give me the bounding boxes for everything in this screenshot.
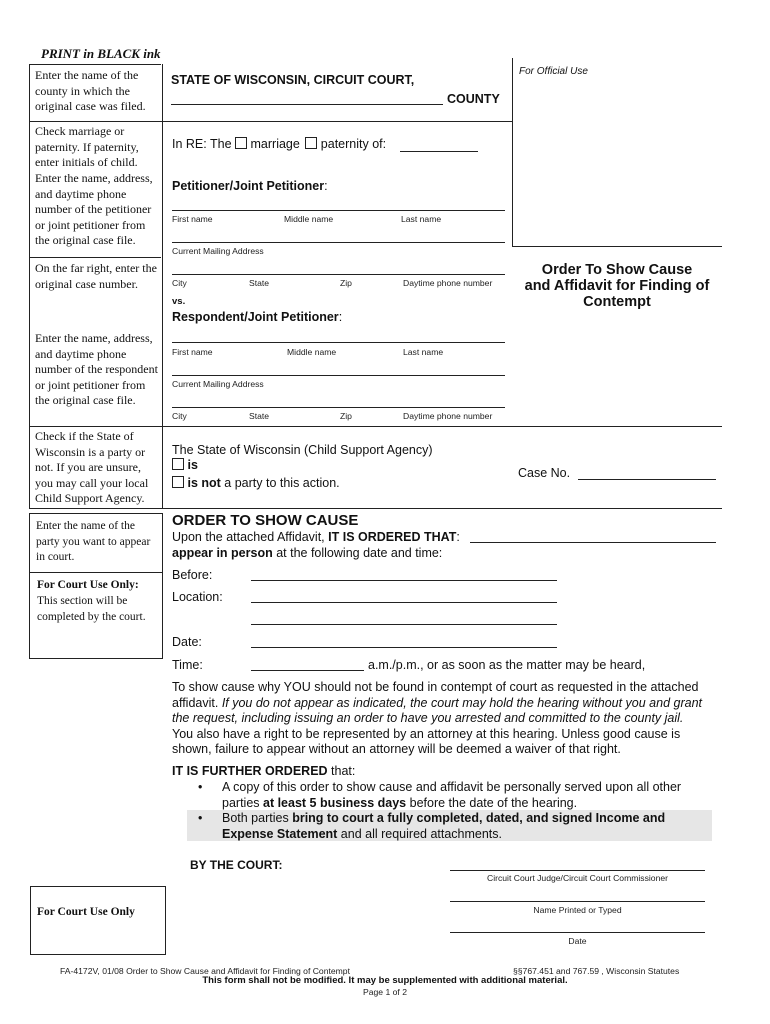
court-use-title: For Court Use Only: bbox=[37, 579, 139, 591]
court-use-bottom: For Court Use Only bbox=[37, 906, 135, 918]
form-title-line1: Order To Show Cause bbox=[541, 262, 693, 278]
order-heading: ORDER TO SHOW CAUSE bbox=[172, 512, 359, 529]
respondent-name-line[interactable] bbox=[172, 342, 505, 343]
official-use-label: For Official Use bbox=[519, 66, 588, 77]
state-is-not-row: is not a party to this action. bbox=[172, 476, 340, 490]
petitioner-name-line[interactable] bbox=[172, 210, 505, 211]
respondent-zip-label: Zip bbox=[340, 411, 352, 421]
time-input-line[interactable] bbox=[251, 670, 364, 671]
name-printed-label: Name Printed or Typed bbox=[533, 905, 622, 915]
respondent-address-label: Current Mailing Address bbox=[172, 379, 264, 389]
form-title-line2: and Affidavit for Finding of bbox=[524, 278, 710, 294]
petitioner-city-line[interactable] bbox=[172, 274, 505, 275]
respondent-city-line[interactable] bbox=[172, 407, 505, 408]
instruction-case-number: On the far right, enter the original case number. bbox=[35, 261, 157, 291]
appear-line: appear in person at the following date and time: bbox=[172, 546, 443, 560]
instruction-respondent: Enter the name, address, and daytime phone number of the respondent or joint petitioner from the original case file. bbox=[35, 331, 158, 407]
footer-form-id: FA-4172V, 01/08 Order to Show Cause and Affidavit for Finding of Contempt bbox=[60, 966, 350, 976]
bullet-2-text: Both parties bring to court a fully completed, dated, and signed Income and Expense Statement and all required attachments. bbox=[222, 811, 666, 841]
court-line: STATE OF WISCONSIN, CIRCUIT COURT, bbox=[171, 73, 415, 87]
footer-notice: This form shall not be modified. It may be supplemented with additional material. bbox=[202, 975, 568, 986]
signature-date-line[interactable] bbox=[450, 932, 705, 933]
petitioner-city-label: City bbox=[172, 278, 187, 288]
bullet-2: • bbox=[198, 811, 203, 825]
state-is-label: is bbox=[187, 458, 198, 472]
marriage-checkbox[interactable] bbox=[235, 137, 247, 149]
petitioner-heading: Petitioner/Joint Petitioner: bbox=[172, 179, 328, 193]
paternity-checkbox[interactable] bbox=[305, 137, 317, 149]
court-use-text: This section will be completed by the court. bbox=[37, 595, 146, 623]
location-input-line-2[interactable] bbox=[251, 624, 557, 625]
time-suffix: a.m./p.m., or as soon as the matter may be heard, bbox=[368, 658, 646, 672]
further-ordered: IT IS FURTHER ORDERED that: bbox=[172, 764, 356, 778]
county-input-line[interactable] bbox=[171, 104, 443, 105]
form-title-line3: Contempt bbox=[583, 294, 651, 310]
respondent-middle-name-label: Middle name bbox=[287, 347, 337, 357]
respondent-state-label: State bbox=[249, 411, 270, 421]
instruction-petitioner: Enter the name, address, and daytime phone number of the petitioner or joint petitioner from the original case file. bbox=[35, 171, 153, 247]
bullet-1: • bbox=[198, 780, 203, 794]
respondent-city-label: City bbox=[172, 411, 187, 421]
instruction-state: Check if the State of Wisconsin is a party or not. If you are unsure, you may call your local Child Support Agency. bbox=[35, 429, 149, 505]
print-note: PRINT in BLACK ink bbox=[41, 46, 161, 61]
case-no-label: Case No. bbox=[518, 466, 571, 480]
petitioner-zip-label: Zip bbox=[340, 278, 352, 288]
paternity-label: paternity of: bbox=[320, 137, 387, 151]
petitioner-first-name-label: First name bbox=[172, 214, 213, 224]
name-printed-line[interactable] bbox=[450, 901, 705, 902]
petitioner-last-name-label: Last name bbox=[401, 214, 442, 224]
signature-date-label: Date bbox=[568, 936, 587, 946]
location-input-line-1[interactable] bbox=[251, 602, 557, 603]
judge-signature-line[interactable] bbox=[450, 870, 705, 871]
bullet-1-text: A copy of this order to show cause and affidavit be personally served upon all other parties at least 5 business days before the date of the hearing. bbox=[222, 780, 682, 810]
time-label: Time: bbox=[172, 658, 203, 672]
marriage-label: marriage bbox=[250, 137, 300, 151]
judge-label: Circuit Court Judge/Circuit Court Commissioner bbox=[487, 873, 668, 883]
party-name-line[interactable] bbox=[470, 542, 716, 543]
state-is-not-label: is not bbox=[187, 476, 221, 490]
form-title bbox=[512, 262, 722, 310]
in-re-line bbox=[172, 137, 386, 151]
date-input-line[interactable] bbox=[251, 647, 557, 648]
petitioner-middle-name-label: Middle name bbox=[284, 214, 334, 224]
petitioner-address-label: Current Mailing Address bbox=[172, 246, 264, 256]
petitioner-state-label: State bbox=[249, 278, 270, 288]
county-label: COUNTY bbox=[447, 92, 500, 106]
petitioner-phone-label: Daytime phone number bbox=[403, 278, 493, 288]
location-label: Location: bbox=[172, 590, 223, 604]
before-label: Before: bbox=[172, 568, 213, 582]
state-is-checkbox[interactable] bbox=[172, 458, 184, 470]
in-re-prefix: In RE: The bbox=[172, 137, 232, 151]
state-is-row bbox=[172, 458, 198, 472]
respondent-last-name-label: Last name bbox=[403, 347, 444, 357]
court-use-box bbox=[30, 886, 166, 955]
respondent-heading: Respondent/Joint Petitioner: bbox=[172, 310, 343, 324]
state-is-not-checkbox[interactable] bbox=[172, 476, 184, 488]
footer-statutes: §§767.451 and 767.59 , Wisconsin Statutes bbox=[513, 966, 680, 976]
respondent-address-line[interactable] bbox=[172, 375, 505, 376]
show-cause-paragraph: To show cause why YOU should not be found in contempt of court as requested in the attached affidavit. If you do not appear as indicated, the court may hold the hearing without you and grant the request, including issuing an order to have you arrested and committed to the county jail. You also have a right to be represented by an attorney at this hearing. Unless good cause is shown, failure to appear without an attorney will be deemed a waiver of that right. bbox=[172, 680, 702, 756]
order-intro: Upon the attached Affidavit, IT IS ORDERED THAT: bbox=[172, 530, 460, 544]
respondent-first-name-label: First name bbox=[172, 347, 213, 357]
respondent-phone-label: Daytime phone number bbox=[403, 411, 493, 421]
instruction-county: Enter the name of the county in which the original case was filed. bbox=[35, 68, 146, 113]
date-label: Date: bbox=[172, 635, 202, 649]
instruction-party: Enter the name of the party you want to appear in court. bbox=[36, 520, 151, 563]
before-input-line[interactable] bbox=[251, 580, 557, 581]
petitioner-address-line[interactable] bbox=[172, 242, 505, 243]
footer-page: Page 1 of 2 bbox=[363, 987, 407, 997]
instruction-marriage: Check marriage or paternity. If paternity, enter initials of child. bbox=[35, 124, 139, 169]
by-the-court: BY THE COURT: bbox=[190, 858, 283, 872]
child-initials-line[interactable] bbox=[400, 151, 478, 152]
vs-label: vs. bbox=[172, 296, 186, 307]
case-no-input-line[interactable] bbox=[578, 479, 716, 480]
state-party-intro: The State of Wisconsin (Child Support Agency) bbox=[172, 443, 433, 457]
